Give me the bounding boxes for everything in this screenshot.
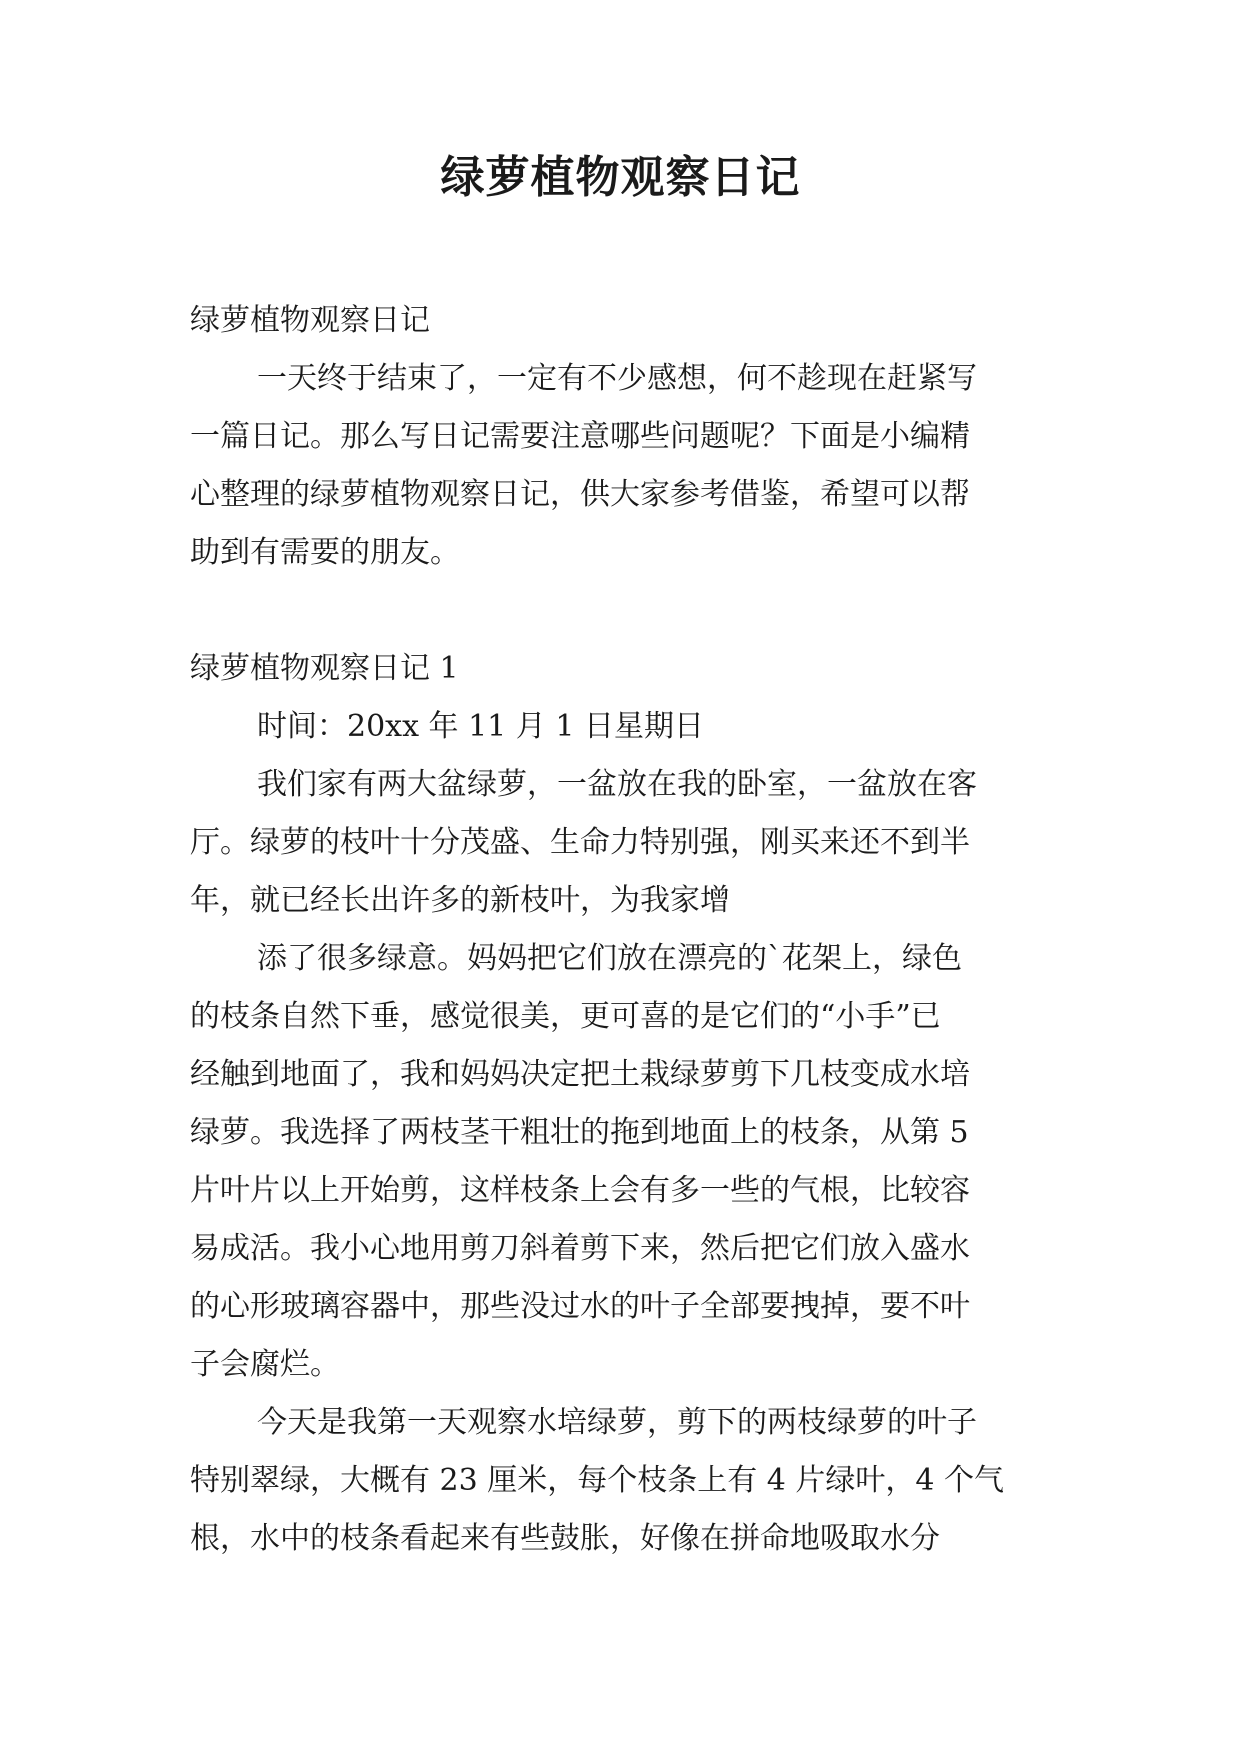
paragraph-line: 我们家有两大盆绿萝，一盆放在我的卧室，一盆放在客 bbox=[257, 767, 977, 802]
intro-line: 一天终于结束了，一定有不少感想，何不趁现在赶紧写 bbox=[257, 361, 977, 396]
paragraph-line: 添了很多绿意。妈妈把它们放在漂亮的`花架上，绿色 bbox=[257, 941, 962, 976]
body-paragraph-3 bbox=[190, 1394, 1050, 1568]
paragraph-line: 绿萝。我选择了两枝茎干粗壮的拖到地面上的枝条，从第 5 bbox=[190, 1115, 969, 1150]
paragraph-line: 易成活。我小心地用剪刀斜着剪下来，然后把它们放入盛水 bbox=[190, 1231, 970, 1266]
intro-line: 一篇日记。那么写日记需要注意哪些问题呢？下面是小编精 bbox=[190, 419, 970, 454]
paragraph-line: 厅。绿萝的枝叶十分茂盛、生命力特别强，刚买来还不到半 bbox=[190, 825, 970, 860]
date-line: 时间：20xx 年 11 月 1 日星期日 bbox=[257, 709, 704, 744]
document-body bbox=[190, 292, 1050, 1568]
intro-line: 助到有需要的朋友。 bbox=[190, 535, 460, 570]
body-paragraph-1 bbox=[190, 756, 1050, 930]
paragraph-line: 特别翠绿，大概有 23 厘米，每个枝条上有 4 片绿叶，4 个气 bbox=[190, 1463, 1005, 1498]
paragraph-line: 片叶片以上开始剪，这样枝条上会有多一些的气根，比较容 bbox=[190, 1173, 970, 1208]
body-paragraph-2 bbox=[190, 930, 1050, 1394]
paragraph-spacer bbox=[190, 582, 1050, 640]
paragraph-line: 根，水中的枝条看起来有些鼓胀，好像在拼命地吸取水分 bbox=[190, 1521, 940, 1556]
paragraph-line: 年，就已经长出许多的新枝叶，为我家增 bbox=[190, 883, 730, 918]
paragraph-line: 子会腐烂。 bbox=[190, 1347, 340, 1382]
intro-line: 心整理的绿萝植物观察日记，供大家参考借鉴，希望可以帮 bbox=[190, 477, 970, 512]
intro-paragraph bbox=[190, 350, 1050, 582]
paragraph-line: 今天是我第一天观察水培绿萝，剪下的两枝绿萝的叶子 bbox=[257, 1405, 977, 1440]
section-heading: 绿萝植物观察日记 1 bbox=[190, 651, 459, 686]
document-title: 绿萝植物观察日记 bbox=[440, 152, 801, 203]
paragraph-line: 的心形玻璃容器中，那些没过水的叶子全部要拽掉，要不叶 bbox=[190, 1289, 970, 1324]
subtitle: 绿萝植物观察日记 bbox=[190, 303, 430, 338]
paragraph-line: 经触到地面了，我和妈妈决定把土栽绿萝剪下几枝变成水培 bbox=[190, 1057, 970, 1092]
paragraph-line: 的枝条自然下垂，感觉很美，更可喜的是它们的“小手”已 bbox=[190, 999, 941, 1034]
